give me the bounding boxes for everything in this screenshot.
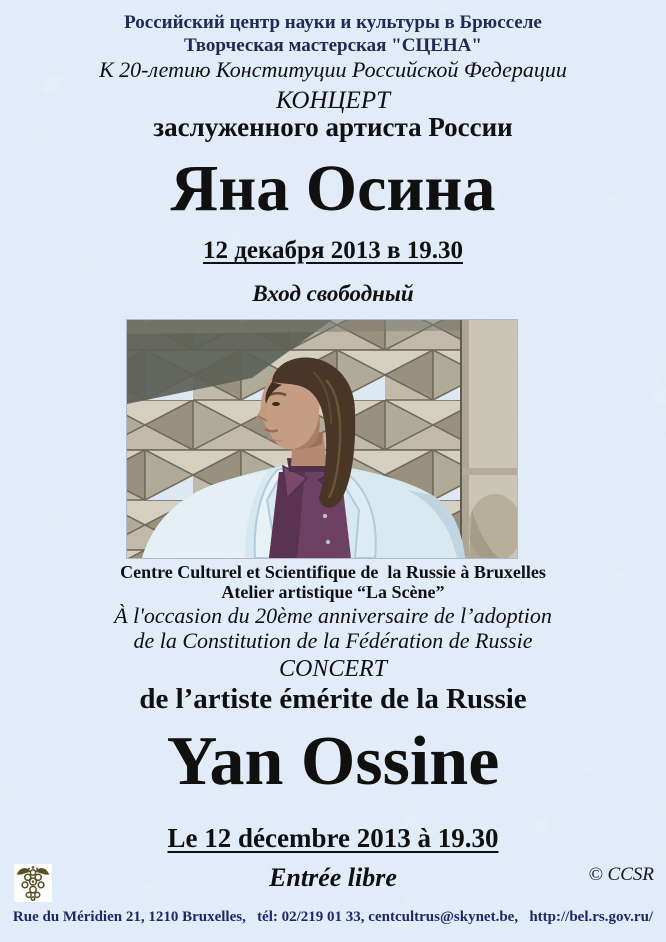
occasion-fr-line1: À l'occasion du 20ème anniversaire de l’adoption <box>114 603 552 628</box>
org-name-fr-line2: Atelier artistique “La Scène” <box>221 582 445 602</box>
artist-title-fr: de l’artiste émérite de la Russie <box>139 683 527 715</box>
concert-label-ru: КОНЦЕРТ <box>275 87 391 114</box>
artist-photo <box>127 320 517 558</box>
org-name-fr-line1: Centre Culturel et Scientifique de la Russie à Bruxelles <box>120 562 546 582</box>
occasion-ru: К 20-летию Конституции Российской Федерации <box>99 57 567 82</box>
concert-label-fr: CONCERT <box>278 656 388 682</box>
event-date-ru: 12 декабря 2013 в 19.30 <box>203 237 463 264</box>
event-date-fr: Le 12 décembre 2013 à 19.30 <box>167 823 499 853</box>
free-entry-fr: Entrée libre <box>269 863 397 892</box>
artist-name-ru: Яна Осина <box>170 152 496 225</box>
free-entry-ru: Вход свободный <box>252 281 414 306</box>
org-name-ru-line2: Творческая мастерская "СЦЕНА" <box>184 35 482 56</box>
artist-name-fr: Yan Ossine <box>166 723 500 800</box>
org-name-ru-line1: Российский центр науки и культуры в Брюсселе <box>124 12 542 33</box>
double-headed-eagle-icon <box>14 864 52 902</box>
occasion-fr-line2: de la Constitution de la Fédération de Russie <box>133 628 533 653</box>
artist-title-ru: заслуженного артиста России <box>153 112 513 142</box>
copyright-credit: © CCSR <box>588 864 654 885</box>
footer-contact-line: Rue du Méridien 21, 1210 Bruxelles, tél: 02/219 01 33, centcultrus@skynet.be, http://bel.rs.gov.ru/ <box>12 909 654 925</box>
